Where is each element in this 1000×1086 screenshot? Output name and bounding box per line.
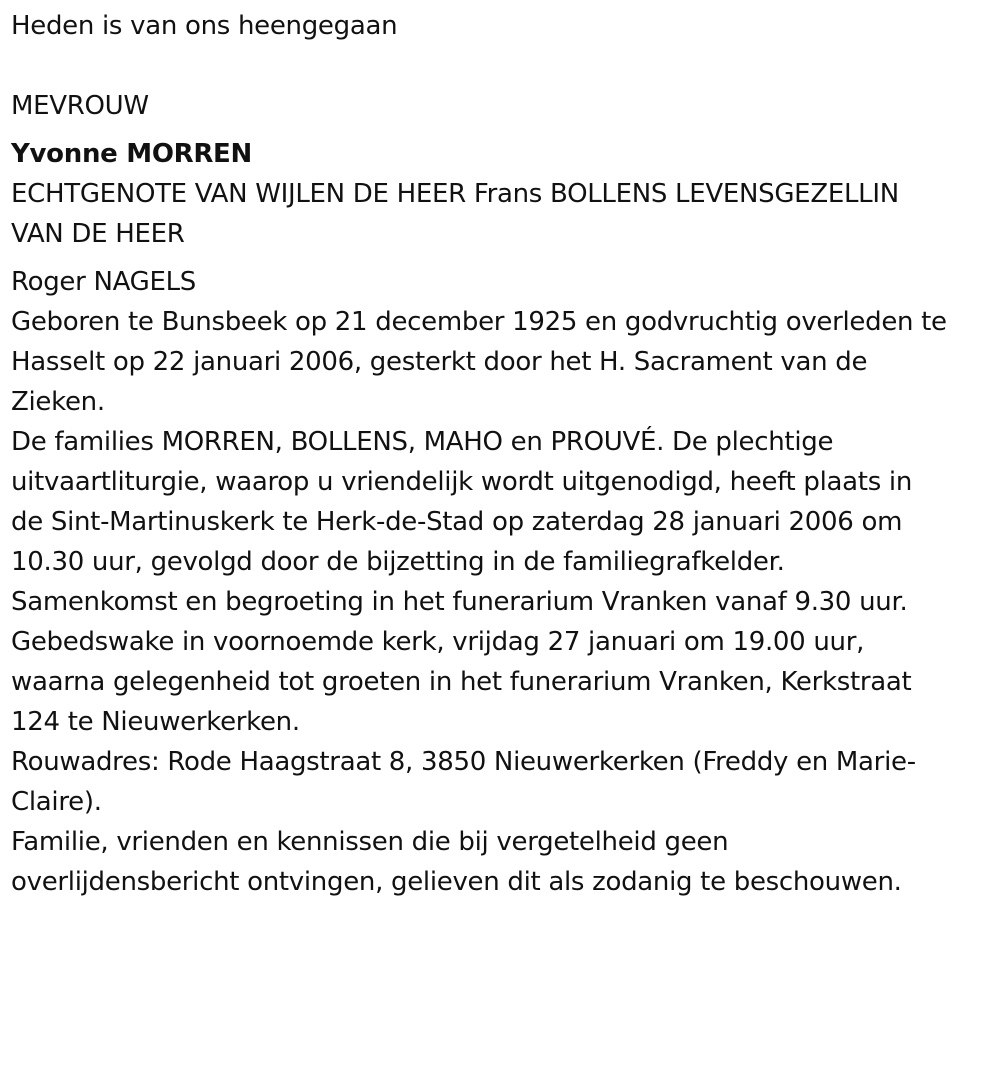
paragraph-line: Zieken.	[11, 387, 105, 417]
paragraph-line: Rouwadres: Rode Haagstraat 8, 3850 Nieuwerkerken (Freddy en Marie-	[11, 747, 916, 777]
paragraph-line: uitvaartliturgie, waarop u vriendelijk wordt uitgenodigd, heeft plaats in	[11, 467, 913, 497]
paragraph-line: Familie, vrienden en kennissen die bij vergetelheid geen	[11, 827, 729, 857]
deceased-name: Yvonne MORREN	[11, 139, 252, 169]
closing-paragraph	[11, 822, 988, 902]
paragraph-line: De families MORREN, BOLLENS, MAHO en PROUVÉ. De plechtige	[11, 427, 834, 457]
mourning-address-paragraph	[11, 742, 988, 822]
paragraph-line: 124 te Nieuwerkerken.	[11, 707, 300, 737]
honorific-title: MEVROUW	[11, 91, 149, 121]
intro-text: Heden is van ons heengegaan	[11, 11, 398, 41]
paragraph-line: Samenkomst en begroeting in het funerarium Vranken vanaf 9.30 uur.	[11, 587, 908, 617]
relation-line: VAN DE HEER	[11, 219, 185, 249]
paragraph-line: Gebedswake in voornoemde kerk, vrijdag 27 januari om 19.00 uur,	[11, 627, 865, 657]
paragraph-line: Hasselt op 22 januari 2006, gesterkt door het H. Sacrament van de	[11, 347, 868, 377]
paragraph-line: waarna gelegenheid tot groeten in het funerarium Vranken, Kerkstraat	[11, 667, 912, 697]
birth-death-paragraph	[11, 302, 988, 422]
paragraph-line: Claire).	[11, 787, 102, 817]
relation-line: ECHTGENOTE VAN WIJLEN DE HEER Frans BOLLENS LEVENSGEZELLIN	[11, 179, 899, 209]
paragraph-line: Geboren te Bunsbeek op 21 december 1925 en godvruchtig overleden te	[11, 307, 947, 337]
paragraph-line: 10.30 uur, gevolgd door de bijzetting in de familiegrafkelder.	[11, 547, 785, 577]
paragraph-line: de Sint-Martinuskerk te Herk-de-Stad op zaterdag 28 januari 2006 om	[11, 507, 903, 537]
partner-name: Roger NAGELS	[11, 267, 197, 297]
paragraph-line: overlijdensbericht ontvingen, gelieven dit als zodanig te beschouwen.	[11, 867, 902, 897]
ceremony-paragraph	[11, 422, 988, 742]
relation-paragraph	[11, 174, 988, 254]
